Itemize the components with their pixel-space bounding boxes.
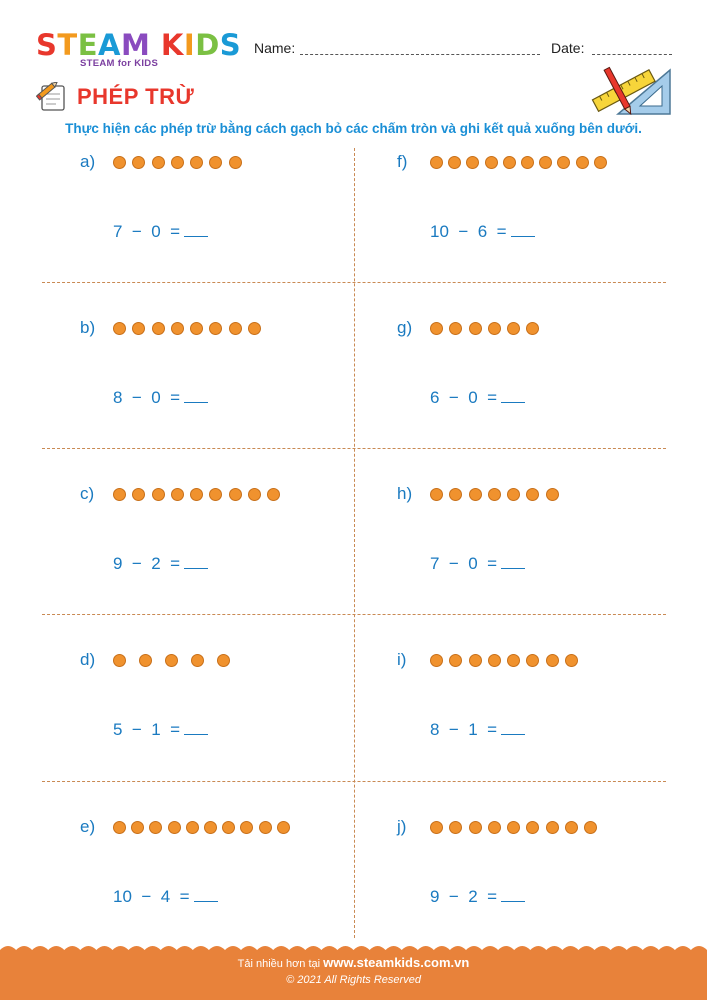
instructions: Thực hiện các phép trừ bằng cách gạch bỏ các chấm tròn và ghi kết quả xuống bên dưới.	[65, 121, 642, 136]
counting-dot[interactable]	[526, 654, 539, 667]
logo-letter: A	[98, 28, 121, 62]
dot-row	[430, 322, 546, 335]
counting-dot[interactable]	[152, 488, 165, 501]
problem-cell	[80, 484, 380, 644]
counting-dot[interactable]	[449, 488, 462, 501]
page-title: PHÉP TRỪ	[77, 84, 195, 109]
counting-dot[interactable]	[152, 322, 165, 335]
counting-dot[interactable]	[209, 488, 222, 501]
dot-row	[113, 821, 295, 834]
problem-cell	[80, 650, 380, 810]
answer-blank[interactable]	[501, 888, 525, 902]
counting-dot[interactable]	[149, 821, 162, 834]
counting-dot[interactable]	[209, 322, 222, 335]
logo-tagline: STEAM for KIDS	[80, 58, 159, 69]
counting-dot[interactable]	[113, 322, 126, 335]
logo-letter: S	[36, 28, 58, 62]
date-label: Date:	[551, 40, 585, 56]
counting-dot[interactable]	[565, 654, 578, 667]
counting-dot[interactable]	[171, 488, 184, 501]
problem-letter: i)	[397, 650, 407, 669]
equation	[430, 554, 525, 574]
counting-dot[interactable]	[469, 488, 482, 501]
problem-cell	[80, 318, 380, 478]
counting-dot[interactable]	[229, 322, 242, 335]
name-field[interactable]	[300, 54, 540, 55]
counting-dot[interactable]	[557, 156, 570, 169]
counting-dot[interactable]	[132, 156, 145, 169]
logo-letter	[150, 30, 161, 60]
counting-dot[interactable]	[526, 322, 539, 335]
counting-dot[interactable]	[526, 821, 539, 834]
problem-letter: b)	[80, 318, 96, 337]
footer-prefix: Tải nhiều hơn tại	[237, 958, 324, 970]
equation	[430, 887, 525, 907]
problem-letter: f)	[397, 152, 408, 171]
counting-dot[interactable]	[171, 322, 184, 335]
counting-dot[interactable]	[240, 821, 253, 834]
counting-dot[interactable]	[546, 488, 559, 501]
equation-text: 10 − 6 =	[430, 222, 507, 241]
counting-dot[interactable]	[448, 156, 461, 169]
answer-blank[interactable]	[184, 721, 208, 735]
logo-letter: E	[77, 28, 98, 62]
dot-row	[430, 156, 612, 169]
steam-kids-logo	[36, 28, 242, 72]
counting-dot[interactable]	[132, 322, 145, 335]
equation	[113, 222, 208, 242]
problem-letter: h)	[397, 484, 413, 503]
equation	[430, 720, 525, 740]
equation	[113, 887, 218, 907]
equation	[113, 388, 208, 408]
equation-text: 9 − 2 =	[113, 554, 181, 573]
counting-dot[interactable]	[259, 821, 272, 834]
counting-dot[interactable]	[113, 821, 126, 834]
counting-dot[interactable]	[430, 322, 443, 335]
counting-dot[interactable]	[190, 488, 203, 501]
logo-letter: M	[120, 28, 151, 62]
footer-copyright: © 2021 All Rights Reserved	[286, 974, 421, 986]
dot-row	[113, 156, 248, 169]
counting-dot[interactable]	[430, 654, 443, 667]
counting-dot[interactable]	[485, 156, 498, 169]
pencil-paper-icon	[36, 82, 68, 112]
counting-dot[interactable]	[576, 156, 589, 169]
name-label: Name:	[254, 40, 296, 56]
counting-dot[interactable]	[449, 821, 462, 834]
counting-dot[interactable]	[186, 821, 199, 834]
counting-dot[interactable]	[190, 322, 203, 335]
counting-dot[interactable]	[139, 654, 152, 667]
footer-link-text	[0, 955, 707, 970]
counting-dot[interactable]	[503, 156, 516, 169]
counting-dot[interactable]	[507, 821, 520, 834]
counting-dot[interactable]	[584, 821, 597, 834]
counting-dot[interactable]	[248, 488, 261, 501]
equation-text: 9 − 2 =	[430, 887, 498, 906]
counting-dot[interactable]	[113, 156, 126, 169]
counting-dot[interactable]	[466, 156, 479, 169]
problem-letter: j)	[397, 817, 407, 836]
answer-blank[interactable]	[501, 389, 525, 403]
counting-dot[interactable]	[277, 821, 290, 834]
counting-dot[interactable]	[430, 488, 443, 501]
logo-letter: K	[160, 28, 184, 62]
dot-row	[430, 654, 584, 667]
counting-dot[interactable]	[152, 156, 165, 169]
counting-dot[interactable]	[526, 488, 539, 501]
problem-cell	[397, 650, 697, 810]
equation-text: 10 − 4 =	[113, 887, 190, 906]
dot-row	[430, 821, 604, 834]
counting-dot[interactable]	[546, 821, 559, 834]
counting-dot[interactable]	[209, 156, 222, 169]
counting-dot[interactable]	[507, 488, 520, 501]
counting-dot[interactable]	[507, 322, 520, 335]
dot-row	[113, 322, 267, 335]
counting-dot[interactable]	[449, 654, 462, 667]
counting-dot[interactable]	[190, 156, 203, 169]
counting-dot[interactable]	[488, 322, 501, 335]
counting-dot[interactable]	[546, 654, 559, 667]
counting-dot[interactable]	[204, 821, 217, 834]
dot-row	[113, 654, 243, 667]
equation-text: 5 − 1 =	[113, 720, 181, 739]
counting-dot[interactable]	[521, 156, 534, 169]
counting-dot[interactable]	[594, 156, 607, 169]
logo-letter: I	[183, 28, 196, 62]
problem-letter: e)	[80, 817, 96, 836]
equation-text: 7 − 0 =	[113, 222, 181, 241]
counting-dot[interactable]	[217, 654, 230, 667]
equation-text: 8 − 1 =	[430, 720, 498, 739]
counting-dot[interactable]	[113, 654, 126, 667]
problem-letter: g)	[397, 318, 413, 337]
equation-text: 8 − 0 =	[113, 388, 181, 407]
answer-blank[interactable]	[501, 555, 525, 569]
counting-dot[interactable]	[488, 488, 501, 501]
answer-blank[interactable]	[511, 223, 535, 237]
counting-dot[interactable]	[565, 821, 578, 834]
problem-cell	[397, 152, 697, 312]
counting-dot[interactable]	[171, 156, 184, 169]
counting-dot[interactable]	[132, 488, 145, 501]
counting-dot[interactable]	[248, 322, 261, 335]
problem-letter: a)	[80, 152, 96, 171]
equation	[113, 554, 208, 574]
counting-dot[interactable]	[229, 156, 242, 169]
logo-letter: T	[57, 28, 78, 62]
logo-letter: D	[195, 28, 220, 62]
answer-blank[interactable]	[184, 555, 208, 569]
counting-dot[interactable]	[191, 654, 204, 667]
problem-letter: d)	[80, 650, 96, 669]
answer-blank[interactable]	[184, 389, 208, 403]
footer-band	[0, 942, 707, 1000]
equation	[113, 720, 208, 740]
answer-blank[interactable]	[194, 888, 218, 902]
logo-wordmark	[36, 28, 242, 62]
counting-dot[interactable]	[469, 821, 482, 834]
counting-dot[interactable]	[430, 156, 443, 169]
counting-dot[interactable]	[229, 488, 242, 501]
counting-dot[interactable]	[469, 322, 482, 335]
date-field[interactable]	[592, 54, 672, 55]
answer-blank[interactable]	[184, 223, 208, 237]
dot-row	[430, 488, 565, 501]
counting-dot[interactable]	[449, 322, 462, 335]
counting-dot[interactable]	[267, 488, 280, 501]
counting-dot[interactable]	[488, 821, 501, 834]
answer-blank[interactable]	[501, 721, 525, 735]
footer-site-link[interactable]: www.steamkids.com.vn	[323, 955, 470, 970]
counting-dot[interactable]	[113, 488, 126, 501]
counting-dot[interactable]	[488, 654, 501, 667]
problem-cell	[397, 484, 697, 644]
equation	[430, 388, 525, 408]
counting-dot[interactable]	[539, 156, 552, 169]
counting-dot[interactable]	[131, 821, 144, 834]
counting-dot[interactable]	[165, 654, 178, 667]
problem-cell	[397, 318, 697, 478]
logo-letter: S	[219, 28, 242, 62]
counting-dot[interactable]	[469, 654, 482, 667]
counting-dot[interactable]	[222, 821, 235, 834]
equation-text: 6 − 0 =	[430, 388, 498, 407]
equation-text: 7 − 0 =	[430, 554, 498, 573]
counting-dot[interactable]	[168, 821, 181, 834]
problem-cell	[80, 152, 380, 312]
ruler-triangle-icon	[588, 60, 674, 118]
counting-dot[interactable]	[430, 821, 443, 834]
counting-dot[interactable]	[507, 654, 520, 667]
dot-row	[113, 488, 287, 501]
problem-letter: c)	[80, 484, 95, 503]
equation	[430, 222, 535, 242]
